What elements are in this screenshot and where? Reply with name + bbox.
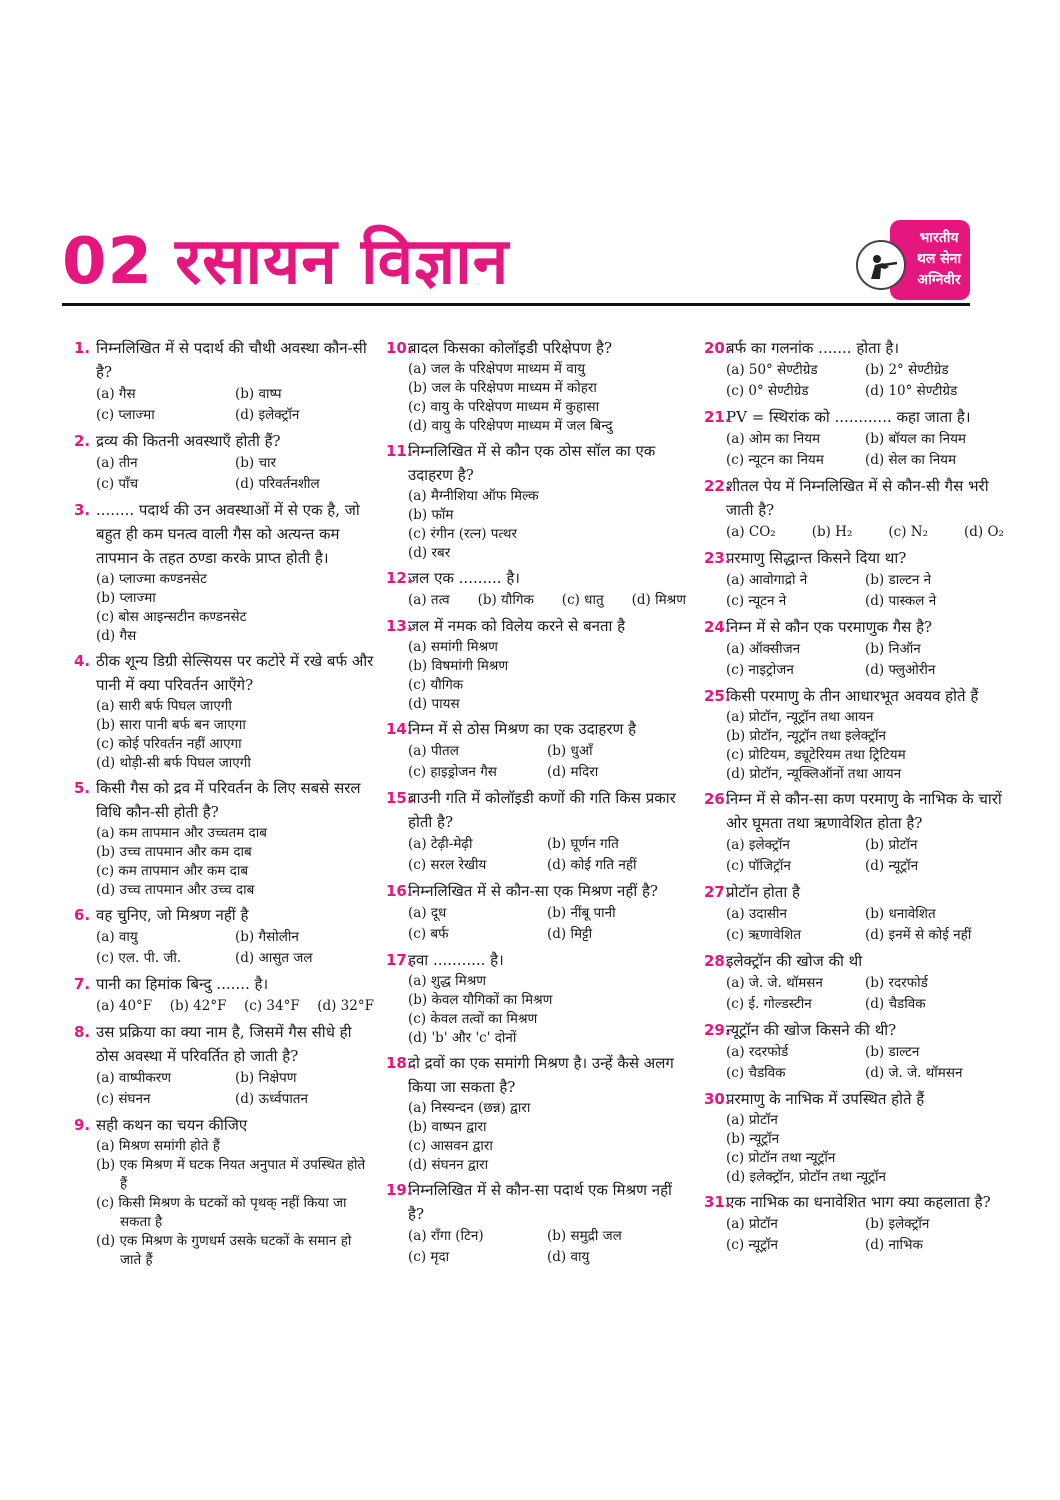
option-item: (c) प्रोटियम, ड्यूटेरियम तथा ट्रिटियम <box>726 747 906 763</box>
question-text: उस प्रक्रिया का क्या नाम है, जिसमें गैस सीधे ही ठोस अवस्था में परिवर्तित हो जाती है? <box>96 1023 352 1065</box>
question-number: 5. <box>74 779 91 797</box>
question-item <box>704 787 1004 877</box>
options-group <box>96 996 374 1017</box>
option-item: (d) जे. जे. थॉमसन <box>865 1065 963 1081</box>
question-number: 19. <box>386 1181 413 1199</box>
question-number: 25. <box>704 687 731 705</box>
option-item: (b) केवल यौगिकों का मिश्रण <box>408 992 553 1008</box>
question-text: परमाणु सिद्धान्त किसने दिया था? <box>726 549 907 567</box>
option-item: (c) पॉजिट्रॉन <box>726 858 791 874</box>
question-item <box>386 1178 686 1268</box>
option-item: (d) इलेक्ट्रॉन <box>235 407 300 423</box>
option-item: (c) केवल तत्वों का मिश्रण <box>408 1011 538 1027</box>
question-text: किसी परमाणु के तीन आधारभूत अवयव होते हैं <box>726 687 979 705</box>
option-item: (c) 0° सेण्टीग्रेड <box>726 383 809 399</box>
question-number: 13. <box>386 617 413 635</box>
question-item <box>704 684 1004 784</box>
option-item: (a) इलेक्ट्रॉन <box>726 837 790 853</box>
option-item: (d) ऊर्ध्वपातन <box>235 1091 308 1107</box>
question-item <box>386 336 686 436</box>
option-item: (b) निऑन <box>865 641 921 657</box>
question-number: 3. <box>74 501 91 519</box>
option-item: (c) बोस आइन्सटीन कण्डनसेट <box>96 609 247 625</box>
question-number: 11. <box>386 442 413 460</box>
options-group <box>408 360 686 436</box>
option-item: (c) न्यूटन का नियम <box>726 452 824 468</box>
question-item <box>74 498 374 646</box>
option-item: (b) घूर्णन गति <box>547 836 619 852</box>
option-item: (a) तीन <box>96 455 138 471</box>
option-item: (b) डाल्टन <box>865 1044 920 1060</box>
option-item: (d) परिवर्तनशील <box>235 476 320 492</box>
question-number: 6. <box>74 906 91 924</box>
option-item: (b) उच्च तापमान और कम दाब <box>96 844 252 860</box>
options-group <box>408 903 686 945</box>
question-item <box>704 336 1004 402</box>
options-group <box>726 1111 1004 1187</box>
badge-line-1: भारतीय <box>919 230 959 246</box>
option-item: (a) 40°F <box>96 998 153 1014</box>
option-item: (d) 'b' और 'c' दोनों <box>408 1030 517 1046</box>
option-item: (d) मदिरा <box>547 764 599 780</box>
question-text: किसी गैस को द्रव में परिवर्तन के लिए सबसे सरल विधि कौन-सी होती है? <box>96 779 361 821</box>
option-item: (c) पाँच <box>96 476 139 492</box>
options-group <box>726 570 1004 612</box>
option-item: (d) उच्च तापमान और उच्च दाब <box>96 882 255 898</box>
option-item: (b) जल के परिक्षेपण माध्यम में कोहरा <box>408 380 597 396</box>
options-group <box>408 1099 686 1175</box>
question-text: वह चुनिए, जो मिश्रण नहीं है <box>96 906 249 924</box>
options-group <box>726 973 1004 1015</box>
option-item: (c) आसवन द्वारा <box>408 1138 493 1154</box>
options-group <box>408 487 686 563</box>
soldier-icon <box>865 249 901 285</box>
question-number: 12. <box>386 569 413 587</box>
options-group <box>726 639 1004 681</box>
options-group <box>408 972 686 1048</box>
options-group <box>726 522 1004 543</box>
question-number: 22. <box>704 477 731 495</box>
question-number: 26. <box>704 790 731 808</box>
option-item: (d) एक मिश्रण के गुणधर्म उसके घटकों के समान हो जाते हैं <box>96 1233 352 1268</box>
option-item: (d) फ्लुओरीन <box>865 662 936 678</box>
options-group <box>96 697 374 773</box>
option-item: (d) गैस <box>96 628 137 644</box>
option-item: (a) उदासीन <box>726 906 788 922</box>
option-item: (b) इलेक्ट्रॉन <box>865 1216 930 1232</box>
option-item: (d) वायु के परिक्षेपण माध्यम में जल बिन्दु <box>408 418 613 434</box>
question-number: 10. <box>386 339 413 357</box>
question-item <box>74 336 374 426</box>
question-item <box>74 649 374 773</box>
question-text: जल में नमक को विलेय करने से बनता है <box>408 617 626 635</box>
question-text: निम्नलिखित में से कौन-सा पदार्थ एक मिश्रण नहीं है? <box>408 1181 672 1223</box>
question-number: 28. <box>704 952 731 970</box>
option-item: (a) राँगा (टिन) <box>408 1228 484 1244</box>
question-number: 27. <box>704 883 731 901</box>
option-item: (d) न्यूट्रॉन <box>865 858 919 874</box>
option-item: (d) रबर <box>408 545 451 561</box>
question-number: 20. <box>704 339 731 357</box>
option-item: (a) प्रोटॉन, न्यूट्रॉन तथा आयन <box>726 709 874 725</box>
question-text: प्रोटॉन होता है <box>726 883 800 901</box>
option-item: (a) तत्व <box>408 592 450 608</box>
option-item: (c) मृदा <box>408 1249 450 1265</box>
options-group <box>726 429 1004 471</box>
option-item: (d) O₂ <box>964 524 1004 540</box>
option-item: (c) न्यूटन ने <box>726 593 787 609</box>
option-item: (a) ओम का नियम <box>726 431 821 447</box>
option-item: (b) गैसोलीन <box>235 929 299 945</box>
question-item <box>386 566 686 611</box>
options-group <box>408 741 686 783</box>
question-text: जल एक ......... है। <box>408 569 520 587</box>
option-item: (a) CO₂ <box>726 524 776 540</box>
option-item: (c) यौगिक <box>408 677 464 693</box>
option-item: (d) इलेक्ट्रॉन, प्रोटॉन तथा न्यूट्रॉन <box>726 1169 886 1185</box>
question-number: 9. <box>74 1116 91 1134</box>
option-item: (a) सारी बर्फ पिघल जाएगी <box>96 698 232 714</box>
option-item: (d) पास्कल ने <box>865 593 937 609</box>
question-text: बर्फ का गलनांक ....... होता है। <box>726 339 900 357</box>
question-number: 16. <box>386 882 413 900</box>
option-item: (b) डाल्टन ने <box>865 572 932 588</box>
option-item: (c) N₂ <box>888 524 928 540</box>
option-item: (c) ई. गोल्डस्टीन <box>726 996 812 1012</box>
option-item: (b) धनावेशित <box>865 906 936 922</box>
question-number: 8. <box>74 1023 91 1041</box>
question-item <box>386 948 686 1048</box>
option-item: (c) कम तापमान और कम दाब <box>96 863 249 879</box>
option-item: (a) प्रोटॉन <box>726 1216 778 1232</box>
question-number: 18. <box>386 1054 413 1072</box>
question-item <box>704 546 1004 612</box>
option-item: (a) टेढ़ी-मेढ़ी <box>408 836 473 852</box>
option-item: (d) सेल का नियम <box>865 452 957 468</box>
option-item: (b) यौगिक <box>477 592 534 608</box>
option-item: (d) कोई गति नहीं <box>547 857 637 873</box>
option-item: (c) वायु के परिक्षेपण माध्यम में कुहासा <box>408 399 600 415</box>
options-group <box>408 834 686 876</box>
options-group <box>408 638 686 714</box>
question-number: 4. <box>74 652 91 670</box>
option-item: (b) एक मिश्रण में घटक नियत अनुपात में उपस्थित होते हैं <box>96 1157 366 1192</box>
option-item: (b) वाष्पन द्वारा <box>408 1119 487 1135</box>
question-item <box>704 880 1004 946</box>
question-text: सही कथन का चयन कीजिए <box>96 1116 248 1134</box>
option-item: (c) सरल रेखीय <box>408 857 487 873</box>
option-item: (a) रदरफोर्ड <box>726 1044 789 1060</box>
question-text: इलेक्ट्रॉन की खोज की थी <box>726 952 863 970</box>
question-number: 15. <box>386 789 413 807</box>
option-item: (b) प्लाज्मा <box>96 590 156 606</box>
question-item <box>704 615 1004 681</box>
chapter-number: 02 <box>62 225 154 299</box>
question-number: 30. <box>704 1090 731 1108</box>
option-item: (a) प्रोटॉन <box>726 1112 778 1128</box>
title-underline <box>62 303 970 306</box>
option-item: (d) 10° सेण्टीग्रेड <box>865 383 958 399</box>
question-text: परमाणु के नाभिक में उपस्थित होते हैं <box>726 1090 925 1108</box>
question-text: निम्न में से कौन एक परमाणुक गैस है? <box>726 618 933 636</box>
question-number: 23. <box>704 549 731 567</box>
agniveer-badge <box>856 220 970 300</box>
question-item <box>386 1051 686 1175</box>
option-item: (a) प्लाज्मा कण्डनसेट <box>96 571 207 587</box>
badge-line-3: अग्निवीर <box>917 272 961 288</box>
question-number: 2. <box>74 432 91 450</box>
option-item: (a) जल के परिक्षेपण माध्यम में वायु <box>408 361 586 377</box>
question-item <box>386 786 686 876</box>
question-text: हवा ........... है। <box>408 951 504 969</box>
option-item: (a) मिश्रण समांगी होते हैं <box>96 1138 220 1154</box>
option-item: (a) दूध <box>408 905 447 921</box>
option-item: (a) वायु <box>96 929 138 945</box>
option-item: (d) थोड़ी-सी बर्फ पिघल जाएगी <box>96 755 251 771</box>
question-item <box>704 474 1004 543</box>
question-text: द्रव्य की कितनी अवस्थाएँ होती हैं? <box>96 432 281 450</box>
option-item: (c) संघनन <box>96 1091 151 1107</box>
options-group <box>96 824 374 900</box>
option-item: (b) बॉयल का नियम <box>865 431 966 447</box>
question-item <box>704 1087 1004 1187</box>
options-group <box>96 570 374 646</box>
option-item: (b) निक्षेपण <box>235 1070 297 1086</box>
option-item: (a) शुद्ध मिश्रण <box>408 973 487 989</box>
question-item <box>704 1018 1004 1084</box>
option-item: (c) न्यूट्रॉन <box>726 1237 778 1253</box>
question-text: ........ पदार्थ की उन अवस्थाओं में से एक है, जो बहुत ही कम घनत्व वाली गैस को अत्यन्त कम तापमान के तहत ठण्डा करके प्राप्त होती है। <box>96 501 360 567</box>
option-item: (c) किसी मिश्रण के घटकों को पृथक् नहीं किया जा सकता है <box>96 1195 347 1230</box>
question-number: 31. <box>704 1193 731 1211</box>
options-group <box>96 1137 374 1270</box>
option-item: (b) रदरफोर्ड <box>865 975 928 991</box>
option-item: (d) प्रोटॉन, न्यूक्लिऑनों तथा आयन <box>726 766 902 782</box>
option-item: (a) समांगी मिश्रण <box>408 639 498 655</box>
question-item <box>386 614 686 714</box>
option-item: (b) विषमांगी मिश्रण <box>408 658 509 674</box>
options-group <box>408 1226 686 1268</box>
option-item: (c) प्लाज्मा <box>96 407 155 423</box>
option-item: (c) चैडविक <box>726 1065 786 1081</box>
chapter-name: रसायन विज्ञान <box>175 225 510 299</box>
options-group <box>96 1068 374 1110</box>
question-text: एक नाभिक का धनावेशित भाग क्या कहलाता है? <box>726 1193 991 1211</box>
option-item: (b) नींबू पानी <box>547 905 616 921</box>
options-group <box>726 360 1004 402</box>
options-group <box>96 384 374 426</box>
question-text: दो द्रवों का एक समांगी मिश्रण है। उन्हें कैसे अलग किया जा सकता है? <box>408 1054 674 1096</box>
option-item: (b) समुद्री जल <box>547 1228 622 1244</box>
question-item <box>386 439 686 563</box>
question-text: निम्नलिखित में से कौन एक ठोस सॉल का एक उदाहरण है? <box>408 442 656 484</box>
option-item: (a) ऑक्सीजन <box>726 641 801 657</box>
option-item: (b) H₂ <box>811 524 853 540</box>
option-item: (d) मिट्टी <box>547 926 593 942</box>
option-item: (d) संघनन द्वारा <box>408 1157 489 1173</box>
option-item: (b) प्रोटॉन, न्यूट्रॉन तथा इलेक्ट्रॉन <box>726 728 886 744</box>
option-item: (b) वाष्प <box>235 386 282 402</box>
option-item: (d) चैडविक <box>865 996 926 1012</box>
option-item: (a) निस्यन्दन (छन्न) द्वारा <box>408 1100 531 1116</box>
option-item: (c) रंगीन (रत्न) पत्थर <box>408 526 518 542</box>
question-text: पानी का हिमांक बिन्दु ....... है। <box>96 975 269 993</box>
question-number: 24. <box>704 618 731 636</box>
question-text: ठीक शून्य डिग्री सेल्सियस पर कटोरे में रखे बर्फ और पानी में क्या परिवर्तन आएँगे? <box>96 652 374 694</box>
option-item: (b) फॉम <box>408 507 454 523</box>
option-item: (d) आसुत जल <box>235 950 313 966</box>
question-number: 17. <box>386 951 413 969</box>
question-text: ब्राउनी गति में कोलॉइडी कणों की गति किस प्रकार होती है? <box>408 789 676 831</box>
question-item <box>704 1190 1004 1256</box>
question-item <box>74 1113 374 1270</box>
option-item: (d) मिश्रण <box>631 592 686 608</box>
question-number: 7. <box>74 975 91 993</box>
option-item: (c) एल. पी. जी. <box>96 950 182 966</box>
question-item <box>74 1020 374 1110</box>
question-text: निम्नलिखित में से कौन-सा एक मिश्रण नहीं है? <box>408 882 658 900</box>
question-text: बादल किसका कोलॉइडी परिक्षेपण है? <box>408 339 613 357</box>
option-item: (c) कोई परिवर्तन नहीं आएगा <box>96 736 242 752</box>
options-group <box>726 1214 1004 1256</box>
question-text: निम्न में से ठोस मिश्रण का एक उदाहरण है <box>408 720 637 738</box>
question-number: 1. <box>74 339 91 357</box>
options-group <box>96 453 374 495</box>
question-text: न्यूट्रॉन की खोज किसने की थी? <box>726 1021 897 1039</box>
option-item: (c) हाइड्रोजन गैस <box>408 764 497 780</box>
option-item: (c) ऋणावेशित <box>726 927 802 943</box>
chapter-title <box>62 222 509 302</box>
question-text: शीतल पेय में निम्नलिखित में से कौन-सी गैस भरी जाती है? <box>726 477 989 519</box>
question-column-2 <box>386 336 686 1271</box>
option-item: (b) चार <box>235 455 277 471</box>
question-number: 29. <box>704 1021 731 1039</box>
option-item: (d) नाभिक <box>865 1237 923 1253</box>
question-number: 14. <box>386 720 413 738</box>
option-item: (d) वायु <box>547 1249 590 1265</box>
option-item: (b) सारा पानी बर्फ बन जाएगा <box>96 717 246 733</box>
question-text: PV = स्थिरांक को ............ कहा जाता है। <box>726 408 971 426</box>
question-item <box>704 949 1004 1015</box>
option-item: (d) 32°F <box>317 998 374 1014</box>
question-column-1 <box>74 336 374 1273</box>
option-item: (a) 50° सेण्टीग्रेड <box>726 362 818 378</box>
option-item: (c) 34°F <box>244 998 300 1014</box>
option-item: (b) धुआँ <box>547 743 593 759</box>
option-item: (c) बर्फ <box>408 926 449 942</box>
question-item <box>704 405 1004 471</box>
option-item: (a) वाष्पीकरण <box>96 1070 172 1086</box>
question-text: निम्न में से कौन-सा कण परमाणु के नाभिक के चारों ओर घूमता तथा ऋणावेशित होता है? <box>726 790 1002 832</box>
option-item: (d) पायस <box>408 696 460 712</box>
option-item: (b) 2° सेण्टीग्रेड <box>865 362 949 378</box>
option-item: (a) कम तापमान और उच्चतम दाब <box>96 825 267 841</box>
question-number: 21. <box>704 408 731 426</box>
options-group <box>726 904 1004 946</box>
options-group <box>726 835 1004 877</box>
option-item: (c) नाइट्रोजन <box>726 662 794 678</box>
question-item <box>386 717 686 783</box>
option-item: (d) इनमें से कोई नहीं <box>865 927 972 943</box>
question-item <box>386 879 686 945</box>
option-item: (a) मैग्नीशिया ऑफ मिल्क <box>408 488 539 504</box>
question-column-3 <box>704 336 1004 1259</box>
options-group <box>726 1042 1004 1084</box>
option-item: (b) प्रोटॉन <box>865 837 918 853</box>
option-item: (c) धातु <box>561 592 604 608</box>
question-item <box>74 903 374 969</box>
option-item: (a) आवोगाद्रो ने <box>726 572 808 588</box>
badge-line-2: थल सेना <box>916 251 962 267</box>
question-item <box>74 972 374 1017</box>
options-group <box>726 708 1004 784</box>
options-group <box>408 590 686 611</box>
option-item: (a) गैस <box>96 386 136 402</box>
question-text: निम्नलिखित में से पदार्थ की चौथी अवस्था कौन-सी है? <box>96 339 367 381</box>
question-item <box>74 776 374 900</box>
options-group <box>96 927 374 969</box>
soldier-emblem <box>856 240 906 290</box>
option-item: (a) पीतल <box>408 743 459 759</box>
option-item: (a) जे. जे. थॉमसन <box>726 975 823 991</box>
option-item: (b) 42°F <box>169 998 227 1014</box>
option-item: (c) प्रोटॉन तथा न्यूट्रॉन <box>726 1150 836 1166</box>
option-item: (b) न्यूट्रॉन <box>726 1131 780 1147</box>
question-item <box>74 429 374 495</box>
